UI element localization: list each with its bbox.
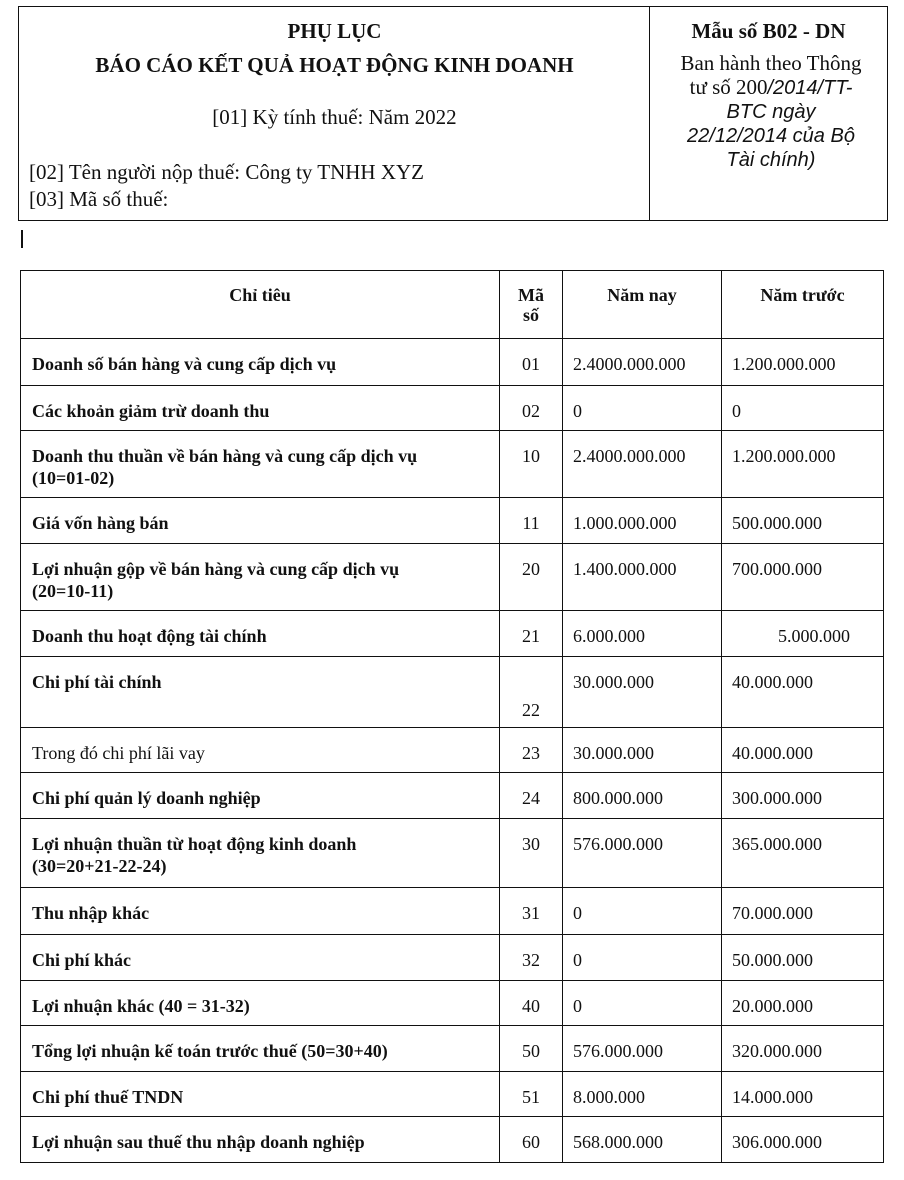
table-row xyxy=(21,339,884,386)
row-indicator xyxy=(21,773,500,819)
row-code: 11 xyxy=(500,498,563,544)
row-code: 51 xyxy=(500,1072,563,1117)
row-code: 23 xyxy=(500,728,563,773)
row-indicator xyxy=(21,544,500,611)
row-indicator-text: Doanh thu hoạt động tài chính xyxy=(32,626,267,646)
row-indicator xyxy=(21,386,500,431)
row-code: 32 xyxy=(500,935,563,981)
row-indicator-text: Lợi nhuận thuần từ hoạt động kinh doanh xyxy=(32,834,357,854)
row-current-year: 30.000.000 xyxy=(563,657,722,728)
row-previous-year: 40.000.000 xyxy=(722,728,884,773)
taxpayer-name: [02] Tên người nộp thuế: Công ty TNHH XYZ xyxy=(29,160,425,184)
row-code: 30 xyxy=(500,819,563,888)
column-header-indicator: Chỉ tiêu xyxy=(21,271,500,339)
row-code: 01 xyxy=(500,339,563,386)
row-indicator-text: Doanh số bán hàng và cung cấp dịch vụ xyxy=(32,354,337,374)
row-indicator xyxy=(21,888,500,935)
row-current-year: 2.4000.000.000 xyxy=(563,431,722,498)
row-code: 22 xyxy=(500,657,563,728)
report-header xyxy=(18,6,888,221)
row-indicator-text: Lợi nhuận gộp về bán hàng và cung cấp dịch vụ xyxy=(32,559,400,579)
row-previous-year: 20.000.000 xyxy=(722,981,884,1026)
row-current-year: 800.000.000 xyxy=(563,773,722,819)
table-row xyxy=(21,1117,884,1163)
row-indicator xyxy=(21,1072,500,1117)
row-previous-year: 320.000.000 xyxy=(722,1026,884,1072)
row-code: 21 xyxy=(500,611,563,657)
row-indicator xyxy=(21,657,500,728)
row-indicator-text: Chi phí tài chính xyxy=(32,672,162,692)
text-cursor xyxy=(21,230,23,248)
appendix-title: PHỤ LỤC xyxy=(287,19,382,43)
row-indicator xyxy=(21,339,500,386)
row-current-year: 576.000.000 xyxy=(563,819,722,888)
row-previous-year: 365.000.000 xyxy=(722,819,884,888)
form-info xyxy=(650,7,887,220)
row-indicator-text: Chi phí thuế TNDN xyxy=(32,1087,184,1107)
table-row xyxy=(21,728,884,773)
table-row xyxy=(21,981,884,1026)
report-title: BÁO CÁO KẾT QUẢ HOẠT ĐỘNG KINH DOANH xyxy=(95,53,574,77)
row-current-year: 0 xyxy=(563,888,722,935)
row-current-year: 1.000.000.000 xyxy=(563,498,722,544)
issued-line xyxy=(658,75,884,100)
column-header-code-line: Mã xyxy=(518,285,544,305)
row-current-year: 0 xyxy=(563,981,722,1026)
issued-line: Ban hành theo Thông xyxy=(680,51,862,75)
row-code: 24 xyxy=(500,773,563,819)
tax-code: [03] Mã số thuế: xyxy=(29,187,169,211)
row-indicator-text: Lợi nhuận khác (40 = 31-32) xyxy=(32,996,250,1016)
row-current-year: 2.4000.000.000 xyxy=(563,339,722,386)
table-row xyxy=(21,386,884,431)
row-indicator-text: Chi phí quản lý doanh nghiệp xyxy=(32,788,261,808)
row-indicator xyxy=(21,611,500,657)
row-code: 02 xyxy=(500,386,563,431)
row-previous-year: 300.000.000 xyxy=(722,773,884,819)
column-header-code-line: số xyxy=(522,305,539,325)
row-previous-year: 306.000.000 xyxy=(722,1117,884,1163)
row-previous-year: 700.000.000 xyxy=(722,544,884,611)
column-header-code xyxy=(500,271,563,339)
row-current-year: 30.000.000 xyxy=(563,728,722,773)
row-indicator xyxy=(21,1117,500,1163)
column-header-current-year: Năm nay xyxy=(563,271,722,339)
income-statement-table xyxy=(20,270,884,1163)
issued-line: BTC ngày xyxy=(726,101,816,123)
row-current-year: 8.000.000 xyxy=(563,1072,722,1117)
row-previous-year: 0 xyxy=(722,386,884,431)
row-previous-year: 1.200.000.000 xyxy=(722,431,884,498)
row-formula: (30=20+21-22-24) xyxy=(32,856,167,876)
row-current-year: 0 xyxy=(563,386,722,431)
row-previous-year: 70.000.000 xyxy=(722,888,884,935)
row-current-year: 576.000.000 xyxy=(563,1026,722,1072)
form-issuance xyxy=(658,51,884,172)
issued-line-part: /2014/TT- xyxy=(767,77,853,99)
row-previous-year: 5.000.000 xyxy=(722,611,884,657)
row-indicator xyxy=(21,498,500,544)
row-current-year: 6.000.000 xyxy=(563,611,722,657)
row-code: 31 xyxy=(500,888,563,935)
row-code: 10 xyxy=(500,431,563,498)
row-indicator xyxy=(21,728,500,773)
row-formula: (10=01-02) xyxy=(32,468,115,488)
row-indicator-text: Trong đó chi phí lãi vay xyxy=(32,743,205,763)
row-indicator xyxy=(21,935,500,981)
column-header-previous-year: Năm trước xyxy=(722,271,884,339)
row-previous-year: 40.000.000 xyxy=(722,657,884,728)
row-previous-year: 50.000.000 xyxy=(722,935,884,981)
table-header-row xyxy=(21,271,884,339)
row-indicator-text: Doanh thu thuần về bán hàng và cung cấp dịch vụ xyxy=(32,446,418,466)
row-indicator xyxy=(21,1026,500,1072)
row-indicator xyxy=(21,819,500,888)
issued-line-part: tư số 200 xyxy=(689,75,768,99)
row-indicator-text: Thu nhập khác xyxy=(32,903,150,923)
table-row xyxy=(21,819,884,888)
row-formula: (20=10-11) xyxy=(32,581,114,601)
table-row xyxy=(21,1072,884,1117)
row-indicator xyxy=(21,981,500,1026)
table-row xyxy=(21,431,884,498)
row-code: 50 xyxy=(500,1026,563,1072)
row-indicator-text: Tổng lợi nhuận kế toán trước thuế (50=30+40) xyxy=(32,1041,388,1061)
issued-line: 22/12/2014 của Bộ xyxy=(687,125,855,147)
table-row xyxy=(21,1026,884,1072)
table-row xyxy=(21,935,884,981)
row-indicator-text: Các khoản giảm trừ doanh thu xyxy=(32,401,270,421)
form-number: Mẫu số B02 - DN xyxy=(691,19,846,43)
header-info xyxy=(19,7,650,220)
row-indicator xyxy=(21,431,500,498)
row-indicator-text: Giá vốn hàng bán xyxy=(32,513,169,533)
row-code: 40 xyxy=(500,981,563,1026)
table-row xyxy=(21,544,884,611)
row-indicator-text: Chi phí khác xyxy=(32,950,132,970)
table-row xyxy=(21,888,884,935)
row-current-year: 1.400.000.000 xyxy=(563,544,722,611)
row-indicator-text: Lợi nhuận sau thuế thu nhập doanh nghiệp xyxy=(32,1132,365,1152)
row-previous-year: 500.000.000 xyxy=(722,498,884,544)
table-row xyxy=(21,657,884,728)
row-previous-year: 14.000.000 xyxy=(722,1072,884,1117)
tax-period: [01] Kỳ tính thuế: Năm 2022 xyxy=(212,105,457,129)
issued-line: Tài chính) xyxy=(726,149,816,171)
table-row xyxy=(21,498,884,544)
row-current-year: 568.000.000 xyxy=(563,1117,722,1163)
row-code: 60 xyxy=(500,1117,563,1163)
row-code: 20 xyxy=(500,544,563,611)
row-current-year: 0 xyxy=(563,935,722,981)
table-row xyxy=(21,611,884,657)
table-row xyxy=(21,773,884,819)
row-previous-year: 1.200.000.000 xyxy=(722,339,884,386)
